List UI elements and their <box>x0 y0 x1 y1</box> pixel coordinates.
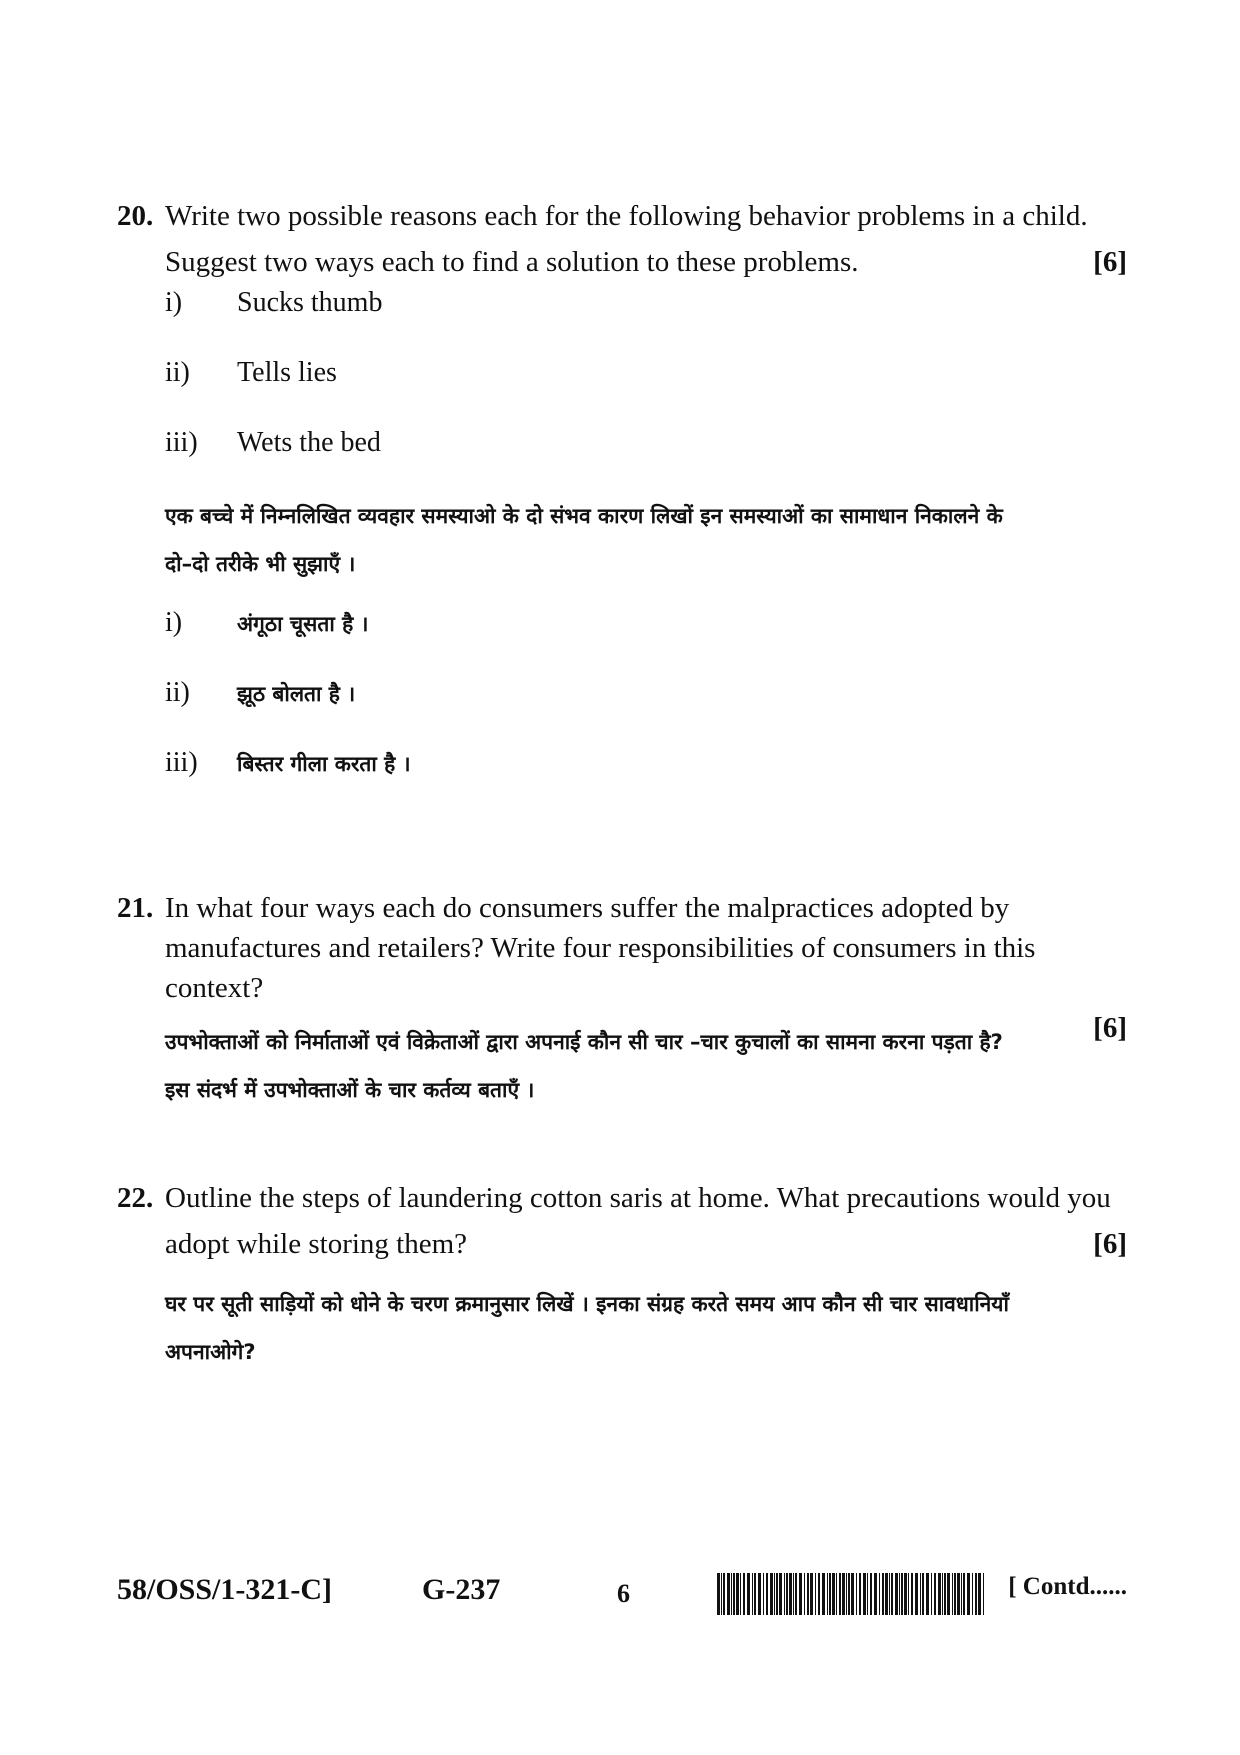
hindi-question-21: उपभोक्ताओं को निर्माताओं एवं विक्रेताओं द्वारा अपनाई कौन सी चार –चार कुचालों का सामना करना पड़ता है? इस संदर्भ में उपभोक्ताओं के चार कर्तव्य बताएँ । <box>165 1030 1003 1102</box>
question-text: Suggest two ways each to find a solution to these problems. <box>165 246 859 278</box>
question-text: Write two possible reasons each for the following behavior problems in a child. <box>165 200 1088 232</box>
question-20 <box>117 193 1127 285</box>
marks: [6] <box>1093 246 1127 278</box>
page-footer <box>117 1573 1127 1623</box>
question-22 <box>117 1175 1127 1267</box>
option-i: i) Sucks thumb <box>165 287 383 318</box>
marks: [6] <box>1093 1228 1127 1260</box>
marks: [6] <box>1093 1012 1127 1044</box>
hindi-question-22: घर पर सूती साड़ियों को धोने के चरण क्रमानुसार लिखें । इनका संग्रह करते समय आप कौन सी चार सावधानियाँ अपनाओगे? <box>165 1292 1009 1364</box>
page-number: 6 <box>617 1579 630 1608</box>
option-ii: ii) Tells lies <box>165 357 337 388</box>
hindi-question-20: एक बच्चे में निम्नलिखित व्यवहार समस्याओ के दो संभव कारण लिखों इन समस्याओं का सामाधान निकालने के दो–दो तरीके भी सुझाएँ । <box>165 504 1003 576</box>
series-code: G-237 <box>422 1573 501 1606</box>
question-text: Outline the steps of laundering cotton saris at home. What precautions would you <box>165 1182 1111 1214</box>
question-number: 20. <box>117 200 154 232</box>
continued-label: [ Contd...... <box>1008 1573 1127 1600</box>
question-text: adopt while storing them? <box>165 1228 468 1260</box>
question-text: manufactures and retailers? Write four responsibilities of consumers in this context? <box>165 932 1036 1004</box>
paper-code: 58/OSS/1-321-C] <box>117 1573 333 1606</box>
hindi-option-i: i) अंगूठा चूसता है । <box>165 607 369 638</box>
question-text: In what four ways each do consumers suffer the malpractices adopted by <box>165 892 1010 924</box>
question-number: 21. <box>117 892 154 924</box>
hindi-option-ii: ii) झूठ बोलता है । <box>165 677 356 708</box>
hindi-option-iii: iii) बिस्तर गीला करता है । <box>165 747 411 778</box>
barcode <box>717 1573 987 1615</box>
option-iii: iii) Wets the bed <box>165 427 381 458</box>
question-number: 22. <box>117 1182 154 1214</box>
